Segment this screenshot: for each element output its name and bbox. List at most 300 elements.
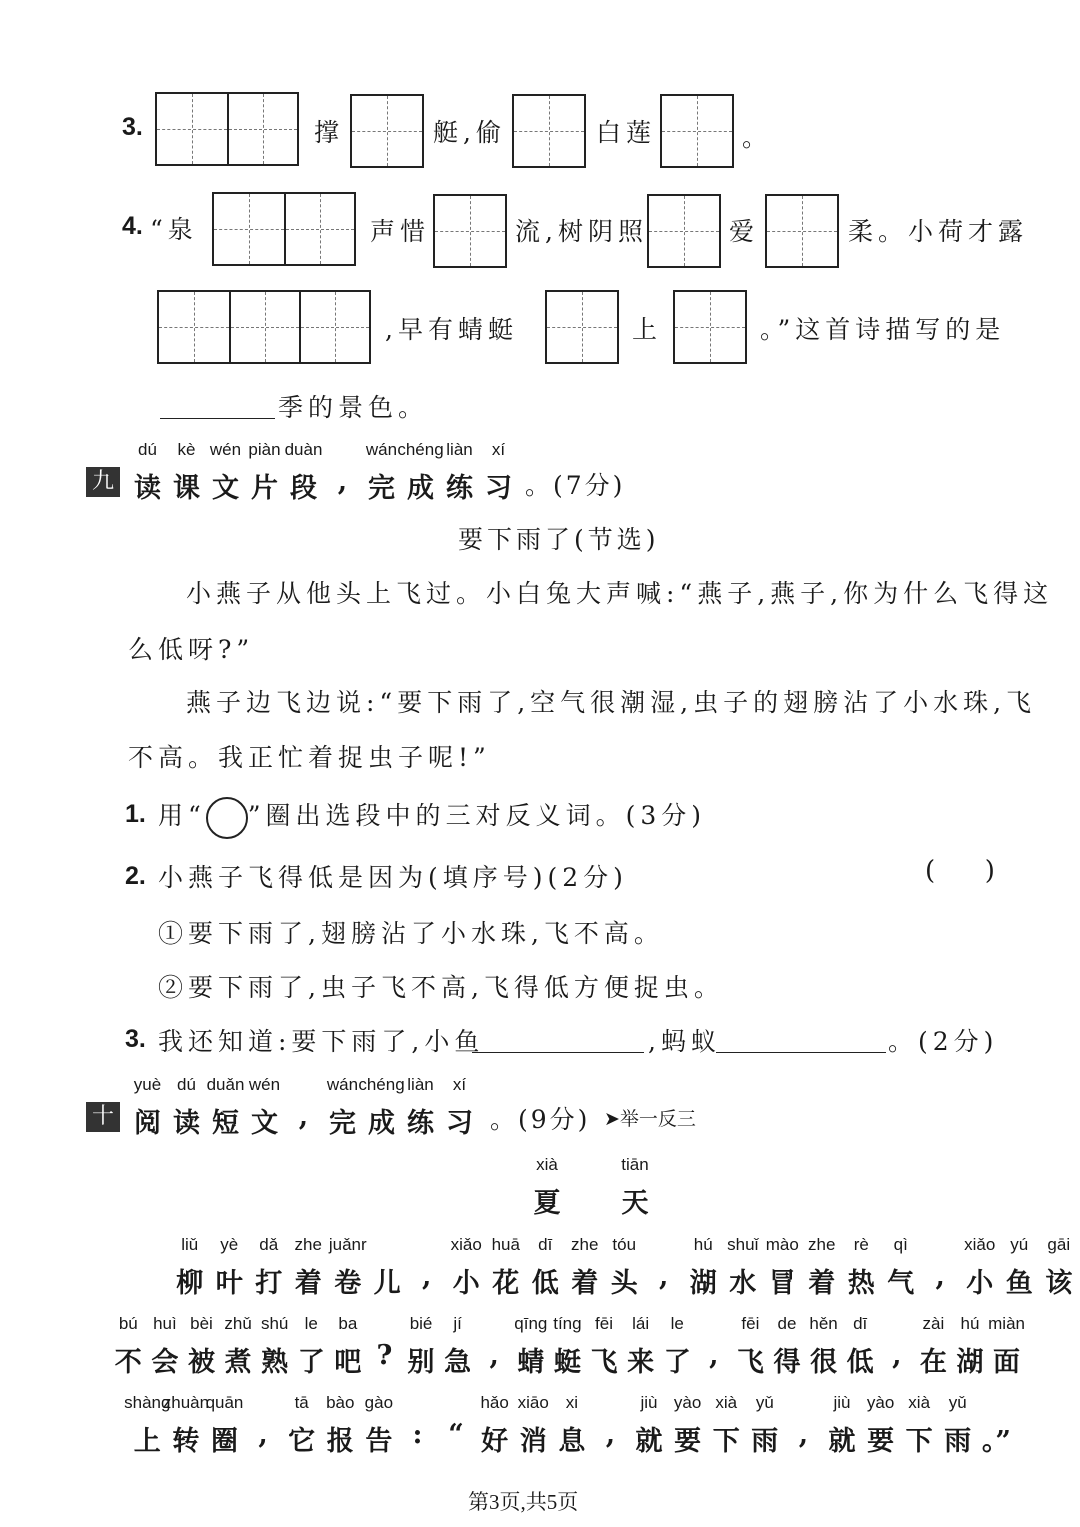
poem-line-2: [110, 1314, 1025, 1378]
ruby-char: [244, 1393, 283, 1453]
ruby-hanzi: ,: [892, 1340, 902, 1371]
s9-q3-number: 3.: [125, 1025, 146, 1053]
ruby-char: [256, 1314, 293, 1378]
ruby-char: [769, 1314, 806, 1378]
ruby-pinyin: liàn: [407, 1075, 434, 1094]
ruby-hanzi: 不: [114, 1347, 142, 1378]
ruby-char: [147, 1314, 184, 1378]
ruby-pinyin: yào: [673, 1393, 702, 1412]
ruby-hanzi: “: [448, 1419, 464, 1450]
ruby-pinyin: gào: [364, 1393, 394, 1412]
ruby-char: [622, 1314, 659, 1378]
ruby-hanzi: 夏: [533, 1188, 561, 1219]
ruby-pinyin: yú: [1010, 1235, 1029, 1254]
ruby-hanzi: ,: [709, 1340, 719, 1371]
ruby-char: [915, 1314, 952, 1378]
ruby-pinyin: hú: [960, 1314, 980, 1333]
ruby-pinyin: duàn: [284, 440, 323, 459]
q4-grid-2[interactable]: [433, 194, 507, 268]
q4-grid-7[interactable]: [673, 290, 747, 364]
ruby-hanzi: 文: [251, 1108, 278, 1139]
s9-q3-blank-fish[interactable]: [472, 1052, 644, 1053]
ruby-hanzi: 会: [151, 1347, 179, 1378]
ruby-hanzi: 着: [808, 1268, 836, 1299]
ruby-pinyin: hǎo: [480, 1393, 509, 1412]
ruby-char: [362, 440, 401, 504]
ruby-hanzi: 。”: [981, 1426, 1011, 1457]
ruby-char: [206, 1075, 245, 1139]
ruby-hanzi: 告: [365, 1426, 393, 1457]
passage-title: 要下雨了(节选): [458, 525, 660, 554]
ruby-pinyin: yǔ: [948, 1393, 967, 1412]
ruby-char: [586, 1314, 623, 1378]
ruby-pinyin: bào: [326, 1393, 355, 1412]
ruby-pinyin: zhuàn: [162, 1393, 210, 1412]
ruby-hanzi: 被: [187, 1347, 215, 1378]
ruby-char: [696, 1314, 733, 1374]
q4-number: 4.: [122, 212, 143, 240]
ruby-char: [707, 1393, 746, 1457]
ruby-pinyin: yào: [866, 1393, 895, 1412]
ruby-pinyin: fēi: [595, 1314, 613, 1333]
ruby-char: [526, 1235, 566, 1299]
q3-grid-1[interactable]: [155, 92, 299, 166]
ruby-char: [591, 1155, 679, 1219]
ruby-hanzi: ,: [489, 1340, 499, 1371]
ruby-hanzi: 文: [212, 473, 239, 504]
ruby-hanzi: 消: [519, 1426, 547, 1457]
ruby-char: [921, 1235, 961, 1295]
ruby-pinyin: zài: [922, 1314, 945, 1333]
ruby-hanzi: 下: [712, 1426, 740, 1457]
ruby-pinyin: wén: [209, 440, 242, 459]
ruby-hanzi: ,: [659, 1261, 669, 1292]
ruby-pinyin: wén: [248, 1075, 281, 1094]
ruby-pinyin: zhe: [294, 1235, 322, 1254]
ruby-pinyin: liàn: [446, 440, 473, 459]
ruby-char: [323, 1075, 362, 1139]
ruby-hanzi: 很: [810, 1347, 838, 1378]
ruby-char: [732, 1314, 769, 1378]
ruby-pinyin: mào: [765, 1235, 799, 1254]
ruby-hanzi: 卷: [334, 1268, 362, 1299]
s9-q1-number: 1.: [125, 800, 146, 828]
ruby-pinyin: qīng: [514, 1314, 548, 1333]
q3-text-4: 。: [742, 123, 773, 152]
ruby-char: [746, 1393, 785, 1457]
ruby-hanzi: 着: [571, 1268, 599, 1299]
ruby-hanzi: 煮: [224, 1347, 252, 1378]
ruby-char: [900, 1393, 939, 1457]
ruby-char: [960, 1235, 1000, 1299]
ruby-pinyin: juǎnr: [328, 1235, 367, 1254]
q4-text-1: “泉: [150, 215, 198, 244]
s9-q2-text: 小燕子飞得低是因为(填序号)(2分): [158, 863, 628, 892]
ruby-pinyin: xiǎo: [964, 1235, 996, 1254]
ruby-pinyin: lái: [632, 1314, 650, 1333]
q3-text-1: 撑: [314, 118, 345, 147]
ruby-char: [403, 1314, 440, 1378]
ruby-char: [321, 1393, 360, 1457]
ruby-pinyin: quān: [205, 1393, 244, 1412]
ruby-hanzi: 读: [173, 1108, 200, 1139]
ruby-hanzi: 面: [993, 1347, 1021, 1378]
ruby-pinyin: huì: [153, 1314, 177, 1333]
ruby-pinyin: bèi: [190, 1314, 213, 1333]
page-footer: 第3页,共5页: [468, 1490, 579, 1514]
ruby-pinyin: hú: [693, 1235, 713, 1254]
s9-q2-option-1: ①要下雨了,翅膀沾了小水珠,飞不高。: [158, 919, 664, 948]
q4-grid-5[interactable]: [157, 290, 371, 364]
ruby-char: [644, 1235, 684, 1295]
ruby-char: [437, 1393, 476, 1453]
ruby-char: [784, 1393, 823, 1453]
ruby-char: [475, 1393, 514, 1457]
ruby-hanzi: 花: [492, 1268, 520, 1299]
ruby-char: [368, 1235, 408, 1299]
ruby-hanzi: 飞: [736, 1347, 764, 1378]
ruby-pinyin: chéng: [358, 1075, 405, 1094]
ruby-hanzi: 阅: [134, 1108, 161, 1139]
ruby-pinyin: wán: [326, 1075, 359, 1094]
ruby-hanzi: 得: [773, 1347, 801, 1378]
ruby-hanzi: 雨: [944, 1426, 972, 1457]
ruby-hanzi: 读: [134, 473, 161, 504]
ruby-char: [802, 1235, 842, 1299]
ruby-char: [282, 1393, 321, 1457]
ruby-pinyin: piàn: [248, 440, 281, 459]
ruby-hanzi: 天: [621, 1188, 649, 1219]
ruby-char: [360, 1393, 399, 1457]
ruby-hanzi: 了: [297, 1347, 325, 1378]
ruby-pinyin: jiù: [833, 1393, 851, 1412]
ruby-pinyin: dú: [177, 1075, 196, 1094]
ruby-char: [110, 1314, 147, 1378]
ruby-hanzi: ,: [798, 1419, 809, 1450]
ruby-hanzi: 它: [288, 1426, 316, 1457]
ruby-pinyin: huā: [491, 1235, 520, 1254]
ruby-char: [439, 1314, 476, 1378]
ruby-char: [440, 1075, 479, 1139]
ruby-hanzi: 段: [290, 473, 317, 504]
ruby-hanzi: 湖: [956, 1347, 984, 1378]
ruby-char: [249, 1235, 289, 1299]
ruby-hanzi: 要: [674, 1426, 702, 1457]
s9-q1-text: [158, 796, 706, 839]
ruby-pinyin: miàn: [988, 1314, 1025, 1333]
q4-text-5: 柔。小荷才露: [848, 217, 1029, 246]
q4-text-4: 爱: [729, 217, 760, 246]
ruby-char: [323, 440, 362, 500]
s9-q2-option-2: ②要下雨了,虫子飞不高,飞得低方便捉虫。: [158, 973, 724, 1002]
ruby-hanzi: 低: [531, 1268, 559, 1299]
ruby-pinyin: zhe: [571, 1235, 599, 1254]
ruby-hanzi: 息: [558, 1426, 586, 1457]
ruby-char: [476, 1314, 513, 1374]
ruby-char: [938, 1393, 977, 1457]
ruby-char: [183, 1314, 220, 1378]
ruby-char: [407, 1235, 447, 1295]
ruby-hanzi: 熟: [261, 1347, 289, 1378]
passage-para1-line2: 么低呀?”: [128, 635, 255, 664]
ruby-char: [605, 1235, 645, 1299]
ruby-char: [549, 1314, 586, 1378]
section-9-icon: 九: [86, 467, 120, 497]
ruby-pinyin: xià: [536, 1155, 558, 1174]
ruby-hanzi: 该: [1045, 1268, 1073, 1299]
ruby-char: [823, 1393, 862, 1457]
ruby-pinyin: xiǎo: [450, 1235, 482, 1254]
ruby-pinyin: xi: [565, 1393, 578, 1412]
ruby-char: [684, 1235, 724, 1299]
ruby-char: [128, 440, 167, 504]
s9-q3-text-a: 我还知道:要下雨了,小鱼: [158, 1027, 485, 1056]
ruby-hanzi: 叶: [215, 1268, 243, 1299]
ruby-char: [220, 1314, 257, 1378]
s9-q2-answer-paren[interactable]: ( ): [925, 856, 995, 886]
ruby-char: [398, 1393, 437, 1453]
ruby-hanzi: 蜓: [553, 1347, 581, 1378]
ruby-char: [162, 1393, 210, 1457]
q3-text-2: 艇,偷: [433, 118, 506, 147]
ruby-pinyin: dú: [138, 440, 157, 459]
ruby-hanzi: 小: [966, 1268, 994, 1299]
ruby-char: [486, 1235, 526, 1299]
ruby-hanzi: 圈: [210, 1426, 238, 1457]
ruby-pinyin: qì: [893, 1235, 908, 1254]
ruby-pinyin: chéng: [397, 440, 444, 459]
ruby-char: [206, 440, 245, 504]
ruby-pinyin: xí: [491, 440, 506, 459]
section-10-title: [128, 1075, 479, 1139]
ruby-pinyin: shàng: [124, 1393, 171, 1412]
ruby-hanzi: 转: [172, 1426, 200, 1457]
ruby-pinyin: gāi: [1047, 1235, 1071, 1254]
ruby-char: [878, 1314, 915, 1374]
ruby-char: [842, 1314, 879, 1378]
ruby-pinyin: jiù: [640, 1393, 658, 1412]
ruby-hanzi: 成: [368, 1108, 395, 1139]
q3-grid-3[interactable]: [512, 94, 586, 168]
ruby-char: [977, 1393, 1016, 1457]
q3-text-3: 白莲: [596, 118, 657, 147]
q3-grid-4[interactable]: [660, 94, 734, 168]
s9-q3-text-b: ,蚂蚁: [648, 1027, 721, 1056]
q4-season-blank[interactable]: [160, 418, 275, 419]
ruby-char: [328, 1235, 368, 1299]
ruby-hanzi: 蜻: [517, 1347, 545, 1378]
ruby-hanzi: 别: [407, 1347, 435, 1378]
ruby-pinyin: shú: [260, 1314, 289, 1333]
ruby-hanzi: 小: [452, 1268, 480, 1299]
q4-text-7: 上: [632, 315, 663, 344]
ruby-hanzi: 低: [846, 1347, 874, 1378]
ruby-pinyin: yè: [220, 1235, 239, 1254]
ruby-char: [167, 440, 206, 504]
ruby-char: [124, 1393, 171, 1457]
ruby-char: [440, 440, 479, 504]
ruby-pinyin: zhe: [808, 1235, 836, 1254]
q4-text-8: 。”这首诗描写的是: [760, 315, 1006, 344]
ruby-hanzi: 鱼: [1005, 1268, 1033, 1299]
ruby-pinyin: xià: [715, 1393, 738, 1412]
ruby-hanzi: 冒: [768, 1268, 796, 1299]
section-9-title: [128, 440, 518, 504]
ruby-hanzi: 气: [887, 1268, 915, 1299]
ruby-hanzi: 着: [294, 1268, 322, 1299]
ruby-char: [205, 1393, 244, 1457]
ruby-hanzi: 上: [133, 1426, 161, 1457]
ruby-pinyin: dǎ: [259, 1235, 279, 1254]
ruby-hanzi: 好: [481, 1426, 509, 1457]
ruby-pinyin: tóu: [612, 1235, 637, 1254]
ruby-char: [988, 1314, 1025, 1378]
ruby-hanzi: 练: [446, 473, 473, 504]
ruby-char: [630, 1393, 669, 1457]
ruby-hanzi: ,: [337, 466, 348, 497]
ruby-char: [668, 1393, 707, 1457]
ruby-hanzi: 打: [255, 1268, 283, 1299]
ruby-char: [1039, 1235, 1079, 1299]
ruby-char: [330, 1314, 367, 1378]
passage-para1-line1: 小燕子从他头上飞过。小白兔大声喊:“燕子,燕子,你为什么飞得这: [186, 579, 1054, 608]
ruby-pinyin: bú: [118, 1314, 138, 1333]
ruby-pinyin: le: [304, 1314, 318, 1333]
section-10-tag: ➤举一反三: [604, 1109, 696, 1130]
poem-line-1: [170, 1235, 1079, 1299]
ruby-pinyin: dī: [538, 1235, 553, 1254]
ruby-char: [167, 1075, 206, 1139]
ruby-hanzi: 湖: [689, 1268, 717, 1299]
ruby-hanzi: 柳: [176, 1268, 204, 1299]
ruby-pinyin: jí: [453, 1314, 462, 1333]
q4-text-3: 流,树阴照: [515, 217, 648, 246]
ruby-hanzi: 急: [444, 1347, 472, 1378]
ruby-hanzi: 飞: [590, 1347, 618, 1378]
ruby-char: [128, 1075, 167, 1139]
ruby-pinyin: kè: [177, 440, 196, 459]
ruby-char: [358, 1075, 405, 1139]
ruby-hanzi: 完: [368, 473, 395, 504]
ruby-char: [210, 1235, 250, 1299]
ruby-pinyin: xià: [908, 1393, 931, 1412]
q4-text-6: ,早有蜻蜓: [385, 315, 518, 344]
q3-grid-2[interactable]: [350, 94, 424, 168]
ruby-pinyin: ba: [338, 1314, 358, 1333]
ruby-hanzi: 报: [326, 1426, 354, 1457]
ruby-char: [1000, 1235, 1040, 1299]
ruby-hanzi: 热: [847, 1268, 875, 1299]
ruby-char: [479, 440, 518, 504]
ruby-char: [842, 1235, 882, 1299]
ruby-hanzi: 要: [867, 1426, 895, 1457]
ruby-char: [401, 1075, 440, 1139]
poem-title: [503, 1155, 679, 1219]
ruby-char: [503, 1155, 591, 1219]
ruby-pinyin: dī: [853, 1314, 868, 1333]
ruby-hanzi: 吧: [334, 1347, 362, 1378]
q4-grid-1[interactable]: [212, 192, 356, 266]
ruby-char: [397, 440, 444, 504]
ruby-hanzi: ,: [298, 1101, 309, 1132]
ruby-hanzi: 在: [919, 1347, 947, 1378]
q4-text-9: 季的景色。: [278, 393, 429, 422]
q4-grid-4[interactable]: [765, 194, 839, 268]
ruby-char: [513, 1314, 550, 1378]
q4-grid-3[interactable]: [647, 194, 721, 268]
ruby-hanzi: :: [412, 1419, 423, 1450]
ruby-pinyin: tā: [294, 1393, 309, 1412]
q4-grid-6[interactable]: [545, 290, 619, 364]
ruby-pinyin: tíng: [553, 1314, 582, 1333]
ruby-char: [952, 1314, 989, 1378]
ruby-hanzi: 完: [329, 1108, 356, 1139]
ruby-hanzi: 雨: [751, 1426, 779, 1457]
ruby-pinyin: yuè: [133, 1075, 162, 1094]
ruby-char: [170, 1235, 210, 1299]
s9-q1-text-a: 用“: [158, 801, 206, 830]
ruby-hanzi: 短: [212, 1108, 239, 1139]
ruby-pinyin: hěn: [809, 1314, 838, 1333]
ruby-char: [861, 1393, 900, 1457]
ruby-hanzi: 了: [663, 1347, 691, 1378]
ruby-char: [284, 1075, 323, 1135]
ruby-char: [565, 1235, 605, 1299]
ruby-hanzi: 水: [729, 1268, 757, 1299]
ruby-hanzi: 头: [610, 1268, 638, 1299]
ruby-char: [805, 1314, 842, 1378]
ruby-pinyin: de: [777, 1314, 797, 1333]
s9-q3-blank-ant[interactable]: [716, 1052, 886, 1053]
q4-text-2: 声惜: [370, 217, 431, 246]
ruby-pinyin: xí: [452, 1075, 467, 1094]
ruby-pinyin: xiāo: [517, 1393, 549, 1412]
q3-number: 3.: [122, 113, 143, 141]
ruby-char: [293, 1314, 330, 1378]
ruby-char: [514, 1393, 553, 1457]
ruby-hanzi: ?: [376, 1340, 393, 1371]
s9-q3-text-c: 。(2分): [888, 1027, 999, 1056]
ruby-hanzi: 成: [407, 473, 434, 504]
ruby-char: [284, 440, 323, 504]
ruby-pinyin: duǎn: [206, 1075, 245, 1094]
passage-para2-line2: 不高。我正忙着捉虫子呢!”: [128, 743, 491, 772]
ruby-char: [366, 1314, 403, 1374]
ruby-pinyin: yǔ: [755, 1393, 774, 1412]
ruby-hanzi: 就: [635, 1426, 663, 1457]
ruby-hanzi: 习: [485, 473, 512, 504]
section-9-score: 。(7分): [525, 471, 626, 500]
ruby-pinyin: zhǔ: [224, 1314, 252, 1333]
passage-para2-line1: 燕子边飞边说:“要下雨了,空气很潮湿,虫子的翅膀沾了小水珠,飞: [186, 688, 1037, 717]
section-10-icon: 十: [86, 1102, 120, 1132]
ruby-char: [245, 1075, 284, 1139]
ruby-char: [659, 1314, 696, 1378]
poem-line-3: [124, 1393, 1016, 1457]
ruby-pinyin: fēi: [741, 1314, 760, 1333]
ruby-hanzi: ,: [935, 1261, 945, 1292]
ruby-pinyin: rè: [853, 1235, 869, 1254]
ruby-hanzi: 课: [173, 473, 200, 504]
circle-icon: [206, 797, 248, 839]
ruby-pinyin: liǔ: [181, 1235, 199, 1254]
ruby-pinyin: wán: [365, 440, 398, 459]
ruby-pinyin: shuǐ: [727, 1235, 759, 1254]
ruby-hanzi: 片: [251, 473, 278, 504]
section-10-score: 。(9分): [490, 1105, 591, 1134]
ruby-pinyin: le: [670, 1314, 684, 1333]
ruby-hanzi: 就: [828, 1426, 856, 1457]
